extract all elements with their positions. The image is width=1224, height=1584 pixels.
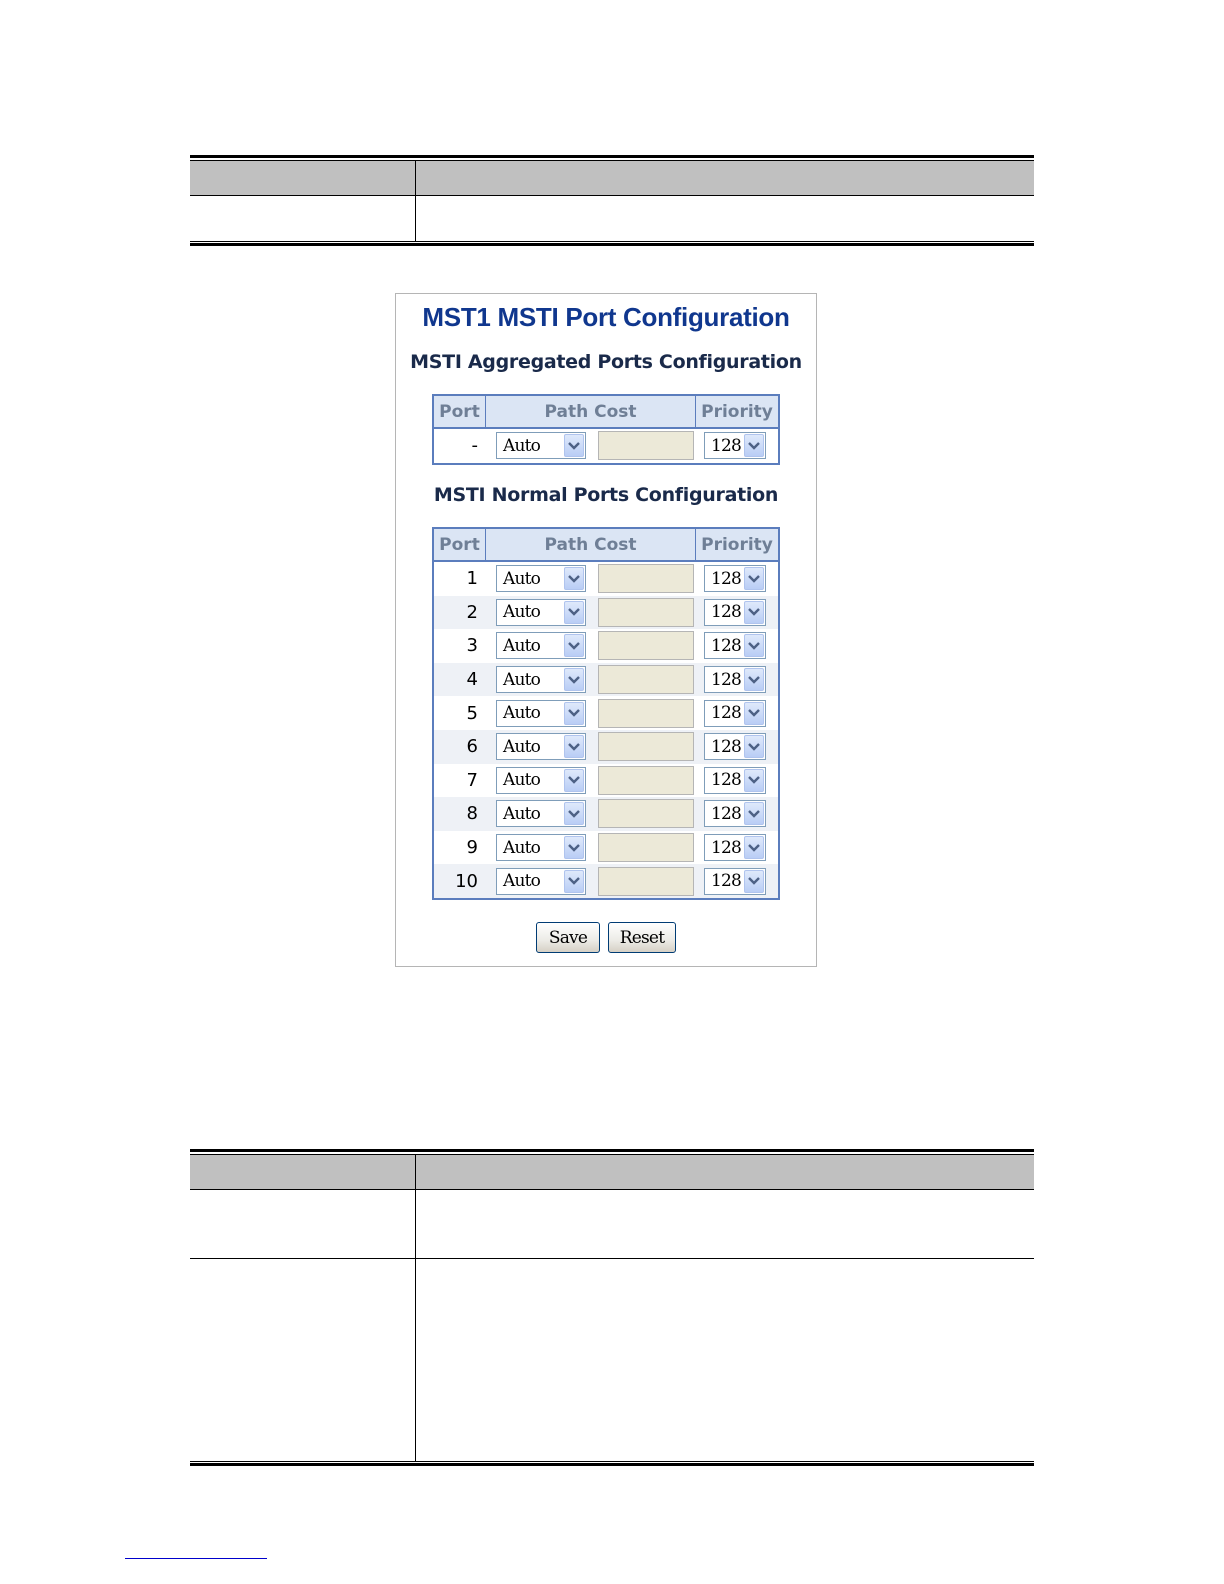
table-header-row <box>190 161 1034 195</box>
table-row <box>434 429 778 463</box>
priority-cell <box>696 432 778 459</box>
path-cost-cell <box>486 799 696 828</box>
table-header-row <box>190 1155 1034 1189</box>
row-cell-1 <box>190 1259 416 1461</box>
table-row <box>190 1259 1034 1461</box>
table-bottom-rule <box>190 243 1034 246</box>
priority-select[interactable] <box>704 599 766 626</box>
aggregated-ports-table <box>432 394 780 465</box>
row-cell-1 <box>190 1190 416 1258</box>
path-cost-cell <box>486 732 696 761</box>
priority-value: 128 <box>711 635 742 656</box>
priority-value: 128 <box>711 871 742 892</box>
row-cell-1 <box>190 196 416 241</box>
path-cost-cell <box>486 564 696 593</box>
chevron-down-icon[interactable] <box>564 668 584 691</box>
path-cost-select[interactable] <box>496 834 586 861</box>
page-title: MST1 MSTI Port Configuration <box>422 302 790 332</box>
priority-value: 128 <box>711 703 742 724</box>
priority-value: 128 <box>711 803 742 824</box>
priority-select[interactable] <box>704 432 766 459</box>
path-cost-select[interactable] <box>496 868 586 895</box>
priority-value: 128 <box>711 435 742 456</box>
path-cost-value: Auto <box>503 803 541 824</box>
path-cost-select[interactable] <box>496 700 586 727</box>
table-row <box>434 663 778 697</box>
path-cost-select[interactable] <box>496 599 586 626</box>
path-cost-value: Auto <box>503 602 541 623</box>
path-cost-value: Auto <box>503 635 541 656</box>
priority-select[interactable] <box>704 733 766 760</box>
path-cost-cell <box>486 867 696 896</box>
path-cost-input[interactable] <box>598 867 694 896</box>
table-row <box>434 696 778 730</box>
chevron-down-icon[interactable] <box>564 434 584 457</box>
priority-value: 128 <box>711 837 742 858</box>
chevron-down-icon[interactable] <box>564 769 584 792</box>
priority-column-header: Priority <box>701 401 773 422</box>
priority-cell <box>696 632 778 659</box>
table-row <box>434 864 778 898</box>
chevron-down-icon[interactable] <box>744 870 764 893</box>
priority-value: 128 <box>711 568 742 589</box>
table-row <box>434 629 778 663</box>
table-row <box>190 196 1034 241</box>
path-cost-input[interactable] <box>598 564 694 593</box>
chevron-down-icon[interactable] <box>744 735 764 758</box>
priority-value: 128 <box>711 602 742 623</box>
port-number: 2 <box>466 601 478 623</box>
port-number: 10 <box>455 870 478 892</box>
port-number: 8 <box>466 803 478 825</box>
priority-cell <box>696 700 778 727</box>
chevron-down-icon[interactable] <box>564 634 584 657</box>
table-row <box>434 764 778 798</box>
priority-column-header: Priority <box>701 534 773 555</box>
port-number: 1 <box>466 568 478 590</box>
port-number: - <box>471 435 478 457</box>
port-number: 5 <box>466 702 478 724</box>
chevron-down-icon[interactable] <box>744 836 764 859</box>
document-table-bottom <box>190 1149 1034 1466</box>
chevron-down-icon[interactable] <box>744 601 764 624</box>
priority-cell <box>696 868 778 895</box>
priority-value: 128 <box>711 736 742 757</box>
port-number: 6 <box>466 736 478 758</box>
priority-cell <box>696 733 778 760</box>
path-cost-cell <box>486 598 696 627</box>
chevron-down-icon[interactable] <box>564 870 584 893</box>
path-cost-select[interactable] <box>496 800 586 827</box>
path-cost-value: Auto <box>503 871 541 892</box>
priority-value: 128 <box>711 770 742 791</box>
path-cost-input[interactable] <box>598 431 694 460</box>
path-cost-input[interactable] <box>598 665 694 694</box>
chevron-down-icon[interactable] <box>564 735 584 758</box>
chevron-down-icon[interactable] <box>564 702 584 725</box>
port-number: 3 <box>466 635 478 657</box>
chevron-down-icon[interactable] <box>564 567 584 590</box>
port-number: 7 <box>466 769 478 791</box>
priority-cell <box>696 800 778 827</box>
priority-value: 128 <box>711 669 742 690</box>
path-cost-cell <box>486 431 696 460</box>
chevron-down-icon[interactable] <box>744 802 764 825</box>
table-header <box>434 396 778 429</box>
path-cost-cell <box>486 665 696 694</box>
path-cost-value: Auto <box>503 837 541 858</box>
path-cost-select[interactable] <box>496 733 586 760</box>
msti-port-config-panel <box>395 293 817 967</box>
chevron-down-icon[interactable] <box>744 567 764 590</box>
port-column-header: Port <box>434 396 486 427</box>
chevron-down-icon[interactable] <box>564 802 584 825</box>
path-cost-select[interactable] <box>496 565 586 592</box>
chevron-down-icon[interactable] <box>744 434 764 457</box>
path-cost-select[interactable] <box>496 767 586 794</box>
save-button[interactable]: Save <box>536 922 600 953</box>
priority-select[interactable] <box>704 868 766 895</box>
table-row <box>434 730 778 764</box>
path-cost-input[interactable] <box>598 598 694 627</box>
header-cell-1 <box>190 1155 416 1189</box>
table-row <box>434 562 778 596</box>
port-column-header: Port <box>434 529 486 560</box>
path-cost-input[interactable] <box>598 699 694 728</box>
priority-select[interactable] <box>704 632 766 659</box>
chevron-down-icon[interactable] <box>744 702 764 725</box>
aggregated-section-title: MSTI Aggregated Ports Configuration <box>410 351 802 373</box>
port-number: 4 <box>466 669 478 691</box>
path-cost-value: Auto <box>503 736 541 757</box>
priority-select[interactable] <box>704 767 766 794</box>
path-cost-value: Auto <box>503 770 541 791</box>
chevron-down-icon[interactable] <box>744 769 764 792</box>
aggregated-rows <box>434 429 778 463</box>
table-row <box>190 1190 1034 1258</box>
header-cell-2 <box>416 1155 1034 1189</box>
table-row <box>434 797 778 831</box>
chevron-down-icon[interactable] <box>744 634 764 657</box>
path-cost-input[interactable] <box>598 631 694 660</box>
priority-cell <box>696 834 778 861</box>
path-cost-value: Auto <box>503 703 541 724</box>
chevron-down-icon[interactable] <box>564 836 584 859</box>
table-row <box>434 596 778 630</box>
path-cost-value: Auto <box>503 669 541 690</box>
priority-select[interactable] <box>704 834 766 861</box>
row-cell-2 <box>416 1259 1034 1461</box>
table-row <box>434 831 778 865</box>
path-cost-input[interactable] <box>598 833 694 862</box>
table-header <box>434 529 778 562</box>
reset-button[interactable]: Reset <box>608 922 676 953</box>
path-cost-cell <box>486 766 696 795</box>
port-number: 9 <box>466 837 478 859</box>
row-cell-2 <box>416 196 1034 241</box>
path-cost-select[interactable] <box>496 632 586 659</box>
priority-cell <box>696 565 778 592</box>
priority-select[interactable] <box>704 700 766 727</box>
path-cost-select[interactable] <box>496 432 586 459</box>
row-cell-2 <box>416 1190 1034 1258</box>
document-table-top <box>190 155 1034 246</box>
chevron-down-icon[interactable] <box>744 668 764 691</box>
path-cost-value: Auto <box>503 568 541 589</box>
priority-cell <box>696 666 778 693</box>
path-cost-column-header: Path Cost <box>486 396 696 427</box>
normal-rows <box>434 562 778 898</box>
path-cost-input[interactable] <box>598 732 694 761</box>
path-cost-cell <box>486 631 696 660</box>
path-cost-input[interactable] <box>598 766 694 795</box>
footer-link-underline <box>125 1558 267 1559</box>
normal-ports-table <box>432 527 780 900</box>
priority-cell <box>696 599 778 626</box>
priority-select[interactable] <box>704 565 766 592</box>
priority-cell <box>696 767 778 794</box>
table-bottom-rule <box>190 1463 1034 1466</box>
chevron-down-icon[interactable] <box>564 601 584 624</box>
normal-section-title: MSTI Normal Ports Configuration <box>433 484 779 506</box>
path-cost-input[interactable] <box>598 799 694 828</box>
priority-select[interactable] <box>704 800 766 827</box>
path-cost-cell <box>486 833 696 862</box>
priority-select[interactable] <box>704 666 766 693</box>
path-cost-value: Auto <box>503 435 541 456</box>
path-cost-column-header: Path Cost <box>486 529 696 560</box>
header-cell-2 <box>416 161 1034 195</box>
header-cell-1 <box>190 161 416 195</box>
path-cost-cell <box>486 699 696 728</box>
path-cost-select[interactable] <box>496 666 586 693</box>
